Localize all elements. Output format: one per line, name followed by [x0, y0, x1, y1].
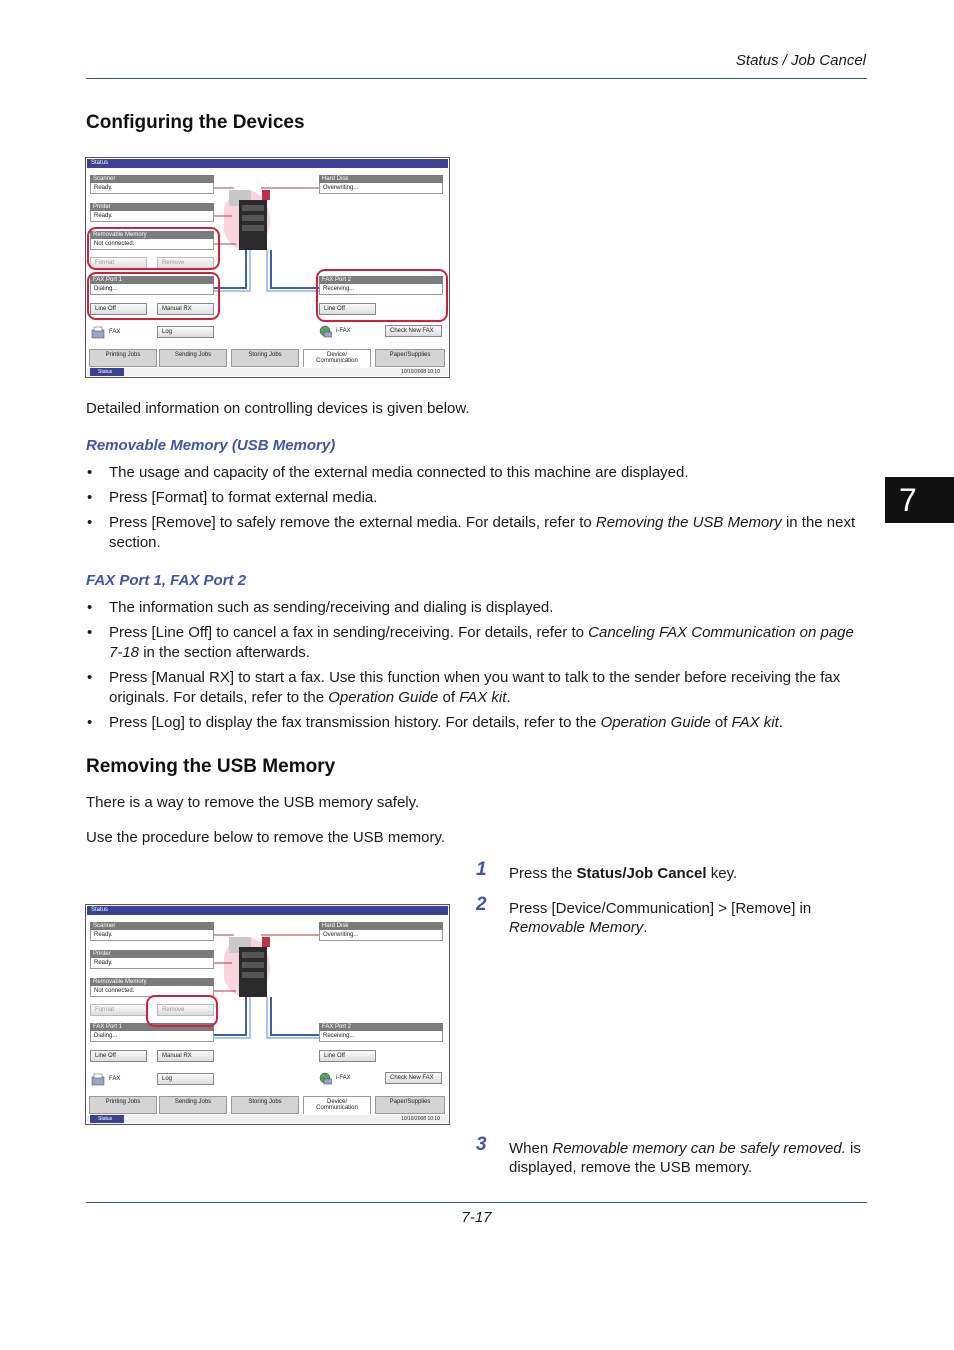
- intro-paragraph: Detailed information on controlling devices is given below.: [86, 400, 470, 417]
- line-off-button[interactable]: Line Off: [90, 303, 147, 315]
- tab-paper-supplies[interactable]: Paper/Supplies: [375, 349, 445, 367]
- highlight-ring: [87, 227, 220, 270]
- fax-port-1-status: FAX Port 1 Dialing...: [90, 276, 214, 295]
- step-2: 2 Press [Device/Communication] > [Remove] in Removable Memory.: [476, 894, 812, 936]
- section-title-configuring: Configuring the Devices: [86, 112, 305, 133]
- tab-sending-jobs[interactable]: Sending Jobs: [159, 1096, 227, 1114]
- list-item: • Press [Remove] to safely remove the external media. For details, refer to Removing the USB Memory in the next section.: [86, 513, 866, 553]
- usb-bullets: [86, 463, 866, 558]
- scanner-status: Scanner Ready.: [90, 175, 214, 194]
- date-time: 10/10/2008 10:10: [401, 369, 440, 375]
- list-item: • The information such as sending/receiving and dialing is displayed.: [86, 598, 866, 618]
- tab-printing-jobs[interactable]: Printing Jobs: [89, 349, 157, 367]
- cross-reference[interactable]: Removing the USB Memory: [595, 514, 782, 531]
- highlight-ring: [146, 995, 218, 1027]
- section-title-removing: Removing the USB Memory: [86, 756, 336, 777]
- hard-disk-status: Hard Disk Overwriting...: [319, 175, 443, 194]
- fax-port-1-status: FAX Port 1 Dialing...: [90, 1023, 214, 1042]
- manual-rx-button[interactable]: Manual RX: [157, 1050, 214, 1062]
- manual-rx-button[interactable]: Manual RX: [157, 303, 214, 315]
- check-new-fax-button[interactable]: Check New FAX: [385, 1072, 442, 1084]
- format-button[interactable]: Format: [90, 1004, 147, 1016]
- fax-port-heading: FAX Port 1, FAX Port 2: [86, 572, 247, 589]
- status-tabs: [89, 349, 446, 367]
- ifax-globe-icon: [318, 1072, 332, 1085]
- fax-machine-icon: [91, 1073, 105, 1086]
- highlight-ring: [316, 269, 448, 322]
- ifax-label: i-FAX: [336, 328, 351, 334]
- fax-label: FAX: [109, 1076, 121, 1082]
- format-button[interactable]: Format: [90, 257, 147, 269]
- tab-device-communication[interactable]: Device/ Communication: [303, 1096, 371, 1114]
- tab-device-communication[interactable]: Device/ Communication: [303, 349, 371, 367]
- tab-storing-jobs[interactable]: Storing Jobs: [231, 349, 299, 367]
- tab-storing-jobs[interactable]: Storing Jobs: [231, 1096, 299, 1114]
- header-rule: [86, 78, 867, 79]
- highlight-ring: [87, 272, 220, 320]
- step-number: 3: [476, 1134, 487, 1155]
- status-tabs: [89, 1096, 446, 1114]
- step-3: 3 When Removable memory can be safely removed. is displayed, remove the USB memory.: [476, 1134, 861, 1176]
- ifax-label: i-FAX: [336, 1075, 351, 1081]
- ifax-globe-icon: [318, 325, 332, 338]
- line-off-button[interactable]: Line Off: [90, 1050, 147, 1062]
- connection-lines: [86, 905, 450, 1125]
- step-1: 1 Press the Status/Job Cancel key.: [476, 859, 738, 882]
- log-button[interactable]: Log: [157, 326, 214, 338]
- list-item: • Press [Log] to display the fax transmission history. For details, refer to the Operation Guide of FAX kit.: [86, 713, 866, 733]
- remove-button[interactable]: Remove: [157, 257, 214, 269]
- printer-status: Printer Ready.: [90, 203, 214, 222]
- list-item: • Press [Line Off] to cancel a fax in sending/receiving. For details, refer to Canceling FAX Communication on page 7-18 in the section afterwards.: [86, 623, 866, 663]
- line-off-button[interactable]: Line Off: [319, 303, 376, 315]
- chapter-tab: 7: [885, 477, 954, 523]
- status-panel-screenshot: [85, 157, 450, 378]
- list-item: • The usage and capacity of the external media connected to this machine are displayed.: [86, 463, 866, 483]
- list-item: • Press [Manual RX] to start a fax. Use this function when you want to talk to the sender before receiving the fax originals. For details, refer to the Operation Guide of FAX kit.: [86, 668, 866, 708]
- paragraph: There is a way to remove the USB memory safely.: [86, 794, 420, 811]
- check-new-fax-button[interactable]: Check New FAX: [385, 325, 442, 337]
- removable-memory-status: Removable Memory Not connected.: [90, 231, 214, 250]
- running-header: Status / Job Cancel: [735, 52, 866, 69]
- fax-port-2-status: FAX Port 2 Receiving...: [319, 1023, 443, 1042]
- log-button[interactable]: Log: [157, 1073, 214, 1085]
- cross-reference[interactable]: Canceling FAX Communication on page 7-18: [109, 624, 854, 661]
- page-number: 7-17: [461, 1209, 492, 1226]
- fax-label: FAX: [109, 329, 121, 335]
- usb-memory-heading: Removable Memory (USB Memory): [86, 437, 336, 454]
- fax-machine-icon: [91, 326, 105, 339]
- step-number: 2: [476, 894, 487, 915]
- line-off-button[interactable]: Line Off: [319, 1050, 376, 1062]
- footer-rule: [86, 1202, 867, 1203]
- panel-title-bar: Status: [87, 906, 448, 915]
- scanner-status: Scanner Ready.: [90, 922, 214, 941]
- tab-printing-jobs[interactable]: Printing Jobs: [89, 1096, 157, 1114]
- tab-sending-jobs[interactable]: Sending Jobs: [159, 349, 227, 367]
- panel-status-bar: [87, 1115, 448, 1123]
- panel-status-bar: [87, 368, 448, 376]
- fax-bullets: [86, 598, 866, 738]
- status-tab-button[interactable]: Status: [90, 1115, 124, 1123]
- step-number: 1: [476, 859, 487, 880]
- panel-title-bar: Status: [87, 159, 448, 168]
- printer-status: Printer Ready.: [90, 950, 214, 969]
- tab-paper-supplies[interactable]: Paper/Supplies: [375, 1096, 445, 1114]
- date-time: 10/10/2008 10:10: [401, 1116, 440, 1122]
- remove-button[interactable]: Remove: [157, 1004, 214, 1016]
- hard-disk-status: Hard Disk Overwriting...: [319, 922, 443, 941]
- fax-port-2-status: FAX Port 2 Receiving...: [319, 276, 443, 295]
- status-tab-button[interactable]: Status: [90, 368, 124, 376]
- paragraph: Use the procedure below to remove the USB memory.: [86, 829, 446, 846]
- status-panel-screenshot: [85, 904, 450, 1125]
- removable-memory-status: Removable Memory Not connected.: [90, 978, 214, 997]
- list-item: • Press [Format] to format external media.: [86, 488, 866, 508]
